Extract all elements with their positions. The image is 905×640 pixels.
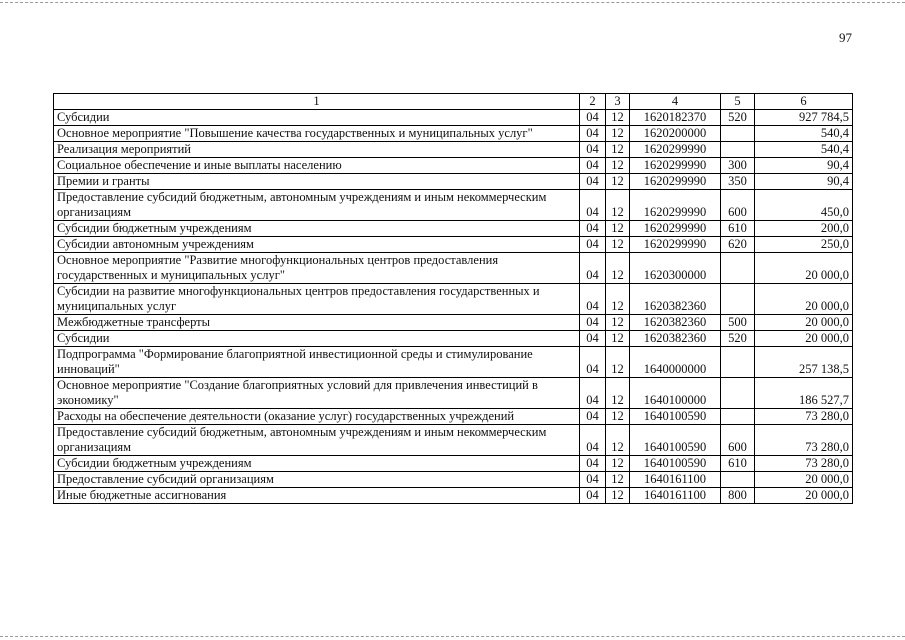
subsection-code-cell: 12 (606, 221, 630, 237)
section-code-cell: 04 (580, 126, 606, 142)
table-row (54, 409, 853, 425)
table-row (54, 488, 853, 504)
expense-type-cell (721, 126, 755, 142)
expense-type-cell: 300 (721, 158, 755, 174)
subsection-code-cell: 12 (606, 174, 630, 190)
table-header-row (54, 94, 853, 110)
section-code-cell: 04 (580, 237, 606, 253)
subsection-code-cell: 12 (606, 425, 630, 456)
amount-cell: 20 000,0 (755, 488, 853, 504)
amount-cell: 20 000,0 (755, 253, 853, 284)
amount-cell: 90,4 (755, 174, 853, 190)
row-name-cell: Основное мероприятие "Создание благоприятных условий для привлечения инвестиций в экономику" (54, 378, 580, 409)
row-name-cell: Субсидии на развитие многофункциональных центров предоставления государственных и муниципальных услуг (54, 284, 580, 315)
expense-type-cell: 500 (721, 315, 755, 331)
target-article-cell: 1620300000 (630, 253, 721, 284)
table-row (54, 253, 853, 284)
subsection-code-cell: 12 (606, 253, 630, 284)
row-name-cell: Предоставление субсидий бюджетным, автономным учреждениям и иным некоммерческим организациям (54, 425, 580, 456)
subsection-code-cell: 12 (606, 409, 630, 425)
subsection-code-cell: 12 (606, 190, 630, 221)
expense-type-cell: 610 (721, 221, 755, 237)
amount-cell: 20 000,0 (755, 472, 853, 488)
expense-type-cell (721, 284, 755, 315)
subsection-code-cell: 12 (606, 110, 630, 126)
section-code-cell: 04 (580, 221, 606, 237)
amount-cell: 186 527,7 (755, 378, 853, 409)
table-row (54, 190, 853, 221)
amount-cell: 73 280,0 (755, 425, 853, 456)
expense-type-cell: 520 (721, 110, 755, 126)
amount-cell: 200,0 (755, 221, 853, 237)
section-code-cell: 04 (580, 331, 606, 347)
subsection-code-cell: 12 (606, 456, 630, 472)
amount-cell: 20 000,0 (755, 284, 853, 315)
scan-top-edge (0, 2, 905, 3)
table-row (54, 174, 853, 190)
expense-type-cell: 610 (721, 456, 755, 472)
target-article-cell: 1640161100 (630, 472, 721, 488)
table-row (54, 456, 853, 472)
section-code-cell: 04 (580, 456, 606, 472)
expense-type-cell: 520 (721, 331, 755, 347)
target-article-cell: 1640100590 (630, 409, 721, 425)
target-article-cell: 1640161100 (630, 488, 721, 504)
subsection-code-cell: 12 (606, 315, 630, 331)
section-code-cell: 04 (580, 253, 606, 284)
scan-bottom-edge (0, 636, 905, 637)
amount-cell: 73 280,0 (755, 409, 853, 425)
section-code-cell: 04 (580, 284, 606, 315)
table-row (54, 425, 853, 456)
section-code-cell: 04 (580, 472, 606, 488)
amount-cell: 540,4 (755, 142, 853, 158)
row-name-cell: Премии и гранты (54, 174, 580, 190)
row-name-cell: Реализация мероприятий (54, 142, 580, 158)
table-row (54, 347, 853, 378)
table-row (54, 284, 853, 315)
amount-cell: 20 000,0 (755, 331, 853, 347)
table-row (54, 158, 853, 174)
subsection-code-cell: 12 (606, 158, 630, 174)
table-row (54, 142, 853, 158)
row-name-cell: Субсидии бюджетным учреждениям (54, 221, 580, 237)
table-row (54, 472, 853, 488)
amount-cell: 540,4 (755, 126, 853, 142)
target-article-cell: 1620299990 (630, 158, 721, 174)
expense-type-cell (721, 142, 755, 158)
subsection-code-cell: 12 (606, 237, 630, 253)
expense-type-cell: 600 (721, 425, 755, 456)
row-name-cell: Субсидии автономным учреждениям (54, 237, 580, 253)
target-article-cell: 1620299990 (630, 142, 721, 158)
expense-type-cell (721, 409, 755, 425)
row-name-cell: Иные бюджетные ассигнования (54, 488, 580, 504)
row-name-cell: Подпрограмма "Формирование благоприятной инвестиционной среды и стимулирование инноваций" (54, 347, 580, 378)
column-header: 2 (580, 94, 606, 110)
expense-type-cell: 800 (721, 488, 755, 504)
subsection-code-cell: 12 (606, 142, 630, 158)
row-name-cell: Межбюджетные трансферты (54, 315, 580, 331)
row-name-cell: Субсидии (54, 331, 580, 347)
target-article-cell: 1640100590 (630, 456, 721, 472)
target-article-cell: 1620299990 (630, 174, 721, 190)
section-code-cell: 04 (580, 110, 606, 126)
expense-type-cell: 600 (721, 190, 755, 221)
amount-cell: 73 280,0 (755, 456, 853, 472)
amount-cell: 450,0 (755, 190, 853, 221)
subsection-code-cell: 12 (606, 472, 630, 488)
expense-type-cell (721, 472, 755, 488)
table-row (54, 237, 853, 253)
subsection-code-cell: 12 (606, 284, 630, 315)
target-article-cell: 1640000000 (630, 347, 721, 378)
subsection-code-cell: 12 (606, 331, 630, 347)
page-number: 97 (839, 30, 852, 45)
expense-type-cell (721, 347, 755, 378)
row-name-cell: Предоставление субсидий бюджетным, автономным учреждениям и иным некоммерческим организациям (54, 190, 580, 221)
target-article-cell: 1640100590 (630, 425, 721, 456)
budget-table (53, 93, 853, 504)
table-row (54, 331, 853, 347)
amount-cell: 927 784,5 (755, 110, 853, 126)
target-article-cell: 1620299990 (630, 237, 721, 253)
target-article-cell: 1620200000 (630, 126, 721, 142)
target-article-cell: 1620382360 (630, 284, 721, 315)
table-row (54, 110, 853, 126)
expense-type-cell (721, 378, 755, 409)
target-article-cell: 1620382360 (630, 331, 721, 347)
section-code-cell: 04 (580, 409, 606, 425)
row-name-cell: Предоставление субсидий организациям (54, 472, 580, 488)
column-header: 3 (606, 94, 630, 110)
row-name-cell: Основное мероприятие "Повышение качества государственных и муниципальных услуг" (54, 126, 580, 142)
section-code-cell: 04 (580, 347, 606, 378)
target-article-cell: 1620299990 (630, 221, 721, 237)
subsection-code-cell: 12 (606, 347, 630, 378)
column-header: 4 (630, 94, 721, 110)
section-code-cell: 04 (580, 174, 606, 190)
section-code-cell: 04 (580, 158, 606, 174)
target-article-cell: 1640100000 (630, 378, 721, 409)
amount-cell: 257 138,5 (755, 347, 853, 378)
target-article-cell: 1620382360 (630, 315, 721, 331)
column-header: 1 (54, 94, 580, 110)
target-article-cell: 1620182370 (630, 110, 721, 126)
section-code-cell: 04 (580, 142, 606, 158)
expense-type-cell: 350 (721, 174, 755, 190)
amount-cell: 90,4 (755, 158, 853, 174)
amount-cell: 20 000,0 (755, 315, 853, 331)
subsection-code-cell: 12 (606, 126, 630, 142)
section-code-cell: 04 (580, 315, 606, 331)
subsection-code-cell: 12 (606, 378, 630, 409)
column-header: 6 (755, 94, 853, 110)
target-article-cell: 1620299990 (630, 190, 721, 221)
section-code-cell: 04 (580, 378, 606, 409)
section-code-cell: 04 (580, 425, 606, 456)
expense-type-cell: 620 (721, 237, 755, 253)
subsection-code-cell: 12 (606, 488, 630, 504)
section-code-cell: 04 (580, 190, 606, 221)
row-name-cell: Субсидии (54, 110, 580, 126)
row-name-cell: Основное мероприятие "Развитие многофункциональных центров предоставления государственных и муниципальных услуг" (54, 253, 580, 284)
row-name-cell: Социальное обеспечение и иные выплаты населению (54, 158, 580, 174)
table-row (54, 221, 853, 237)
expense-type-cell (721, 253, 755, 284)
column-header: 5 (721, 94, 755, 110)
amount-cell: 250,0 (755, 237, 853, 253)
row-name-cell: Субсидии бюджетным учреждениям (54, 456, 580, 472)
table-row (54, 126, 853, 142)
row-name-cell: Расходы на обеспечение деятельности (оказание услуг) государственных учреждений (54, 409, 580, 425)
table-row (54, 378, 853, 409)
table-row (54, 315, 853, 331)
section-code-cell: 04 (580, 488, 606, 504)
